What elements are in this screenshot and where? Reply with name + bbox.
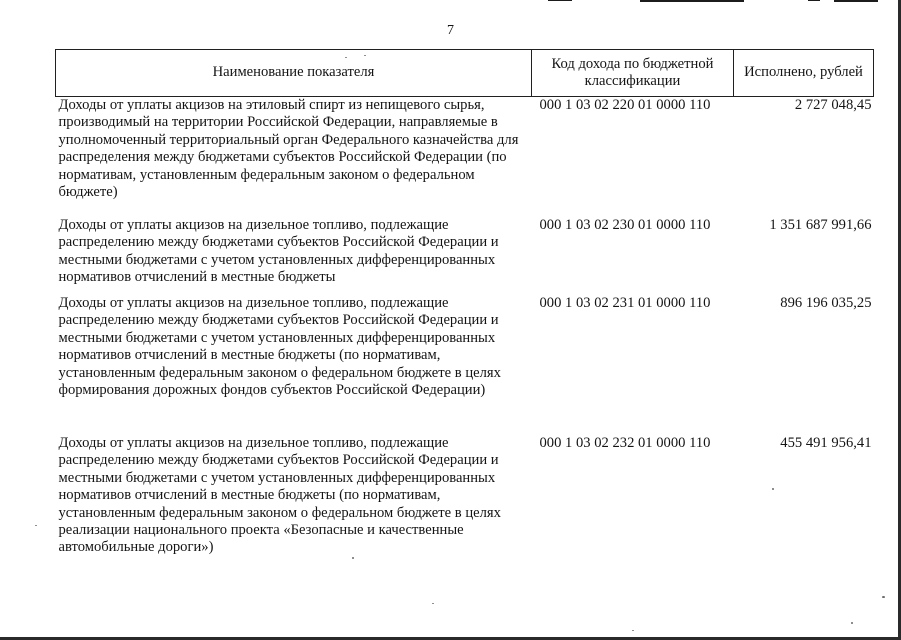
- column-header-code: Код дохода по бюджетной классификации: [532, 50, 734, 97]
- column-header-name: Наименование показателя: [56, 50, 532, 97]
- row-name-cell: Доходы от уплаты акцизов на дизельное топливо, подлежащие распределению между бюджетами субъектов Российской Федерации и местными бюджетами с учетом установленных дифференцированных нормативов отчислений в местные бюджеты (по нормативам, установленным федеральным законом о федеральном бюджете в целях реализации национального проекта «Безопасные и качественные автомобильные дороги»): [58, 435, 501, 556]
- page-number: 7: [447, 23, 454, 38]
- row-name-cell: Доходы от уплаты акцизов на дизельное топливо, подлежащие распределению между бюджетами субъектов Российской Федерации и местными бюджетами с учетом установленных дифференцированных нормативов отчислений в местные бюджеты (по нормативам, установленным федеральным законом о федеральном бюджете в целях формирования дорожных фондов субъектов Российской Федерации): [58, 295, 501, 399]
- scan-speck: [432, 603, 434, 604]
- scan-edge-top-mid: [640, 0, 744, 2]
- row-code-cell: 000 1 03 02 232 01 0000 110: [539, 435, 711, 451]
- row-name-cell: Доходы от уплаты акцизов на дизельное топливо, подлежащие распределению между бюджетами субъектов Российской Федерации и местными бюджетами с учетом установленных дифференцированных нормативов отчислений в местные бюджеты: [58, 217, 499, 286]
- row-amount-cell: 2 727 048,45: [794, 97, 872, 113]
- scan-speck: [352, 557, 354, 559]
- revenue-table: [55, 49, 874, 565]
- row-amount-cell: 896 196 035,25: [780, 295, 872, 311]
- table-header-row: [56, 50, 874, 97]
- table-row: [56, 295, 874, 435]
- scan-speck: [632, 630, 634, 631]
- row-code-cell: 000 1 03 02 231 01 0000 110: [539, 295, 711, 311]
- scan-edge-top-right: [808, 0, 820, 1]
- row-code-cell: 000 1 03 02 220 01 0000 110: [539, 97, 711, 113]
- scan-speck: [35, 525, 37, 526]
- table-row: [56, 97, 874, 218]
- column-header-amount: Исполнено, рублей: [734, 50, 874, 97]
- row-amount-cell: 455 491 956,41: [780, 435, 872, 451]
- scan-speck: [772, 488, 774, 490]
- scan-speck: [364, 55, 366, 56]
- table-row: [56, 217, 874, 295]
- scan-speck: [345, 57, 347, 58]
- row-name-cell: Доходы от уплаты акцизов на этиловый спирт из непищевого сырья, производимый на территории Российской Федерации, направляемые в уполномоченный территориальный орган Федерального казначейства для распределения между бюджетами субъектов Российской Федерации (по нормативам, установленным федеральным законом о федеральном бюджете): [58, 97, 519, 201]
- row-code-cell: 000 1 03 02 230 01 0000 110: [539, 217, 711, 233]
- table-row: [56, 435, 874, 565]
- scan-edge-top-far-right: [834, 0, 878, 2]
- scan-speck: [851, 622, 853, 624]
- row-amount-cell: 1 351 687 991,66: [769, 217, 872, 233]
- scan-edge-top-left: [548, 0, 572, 1]
- scan-speck: [882, 596, 885, 598]
